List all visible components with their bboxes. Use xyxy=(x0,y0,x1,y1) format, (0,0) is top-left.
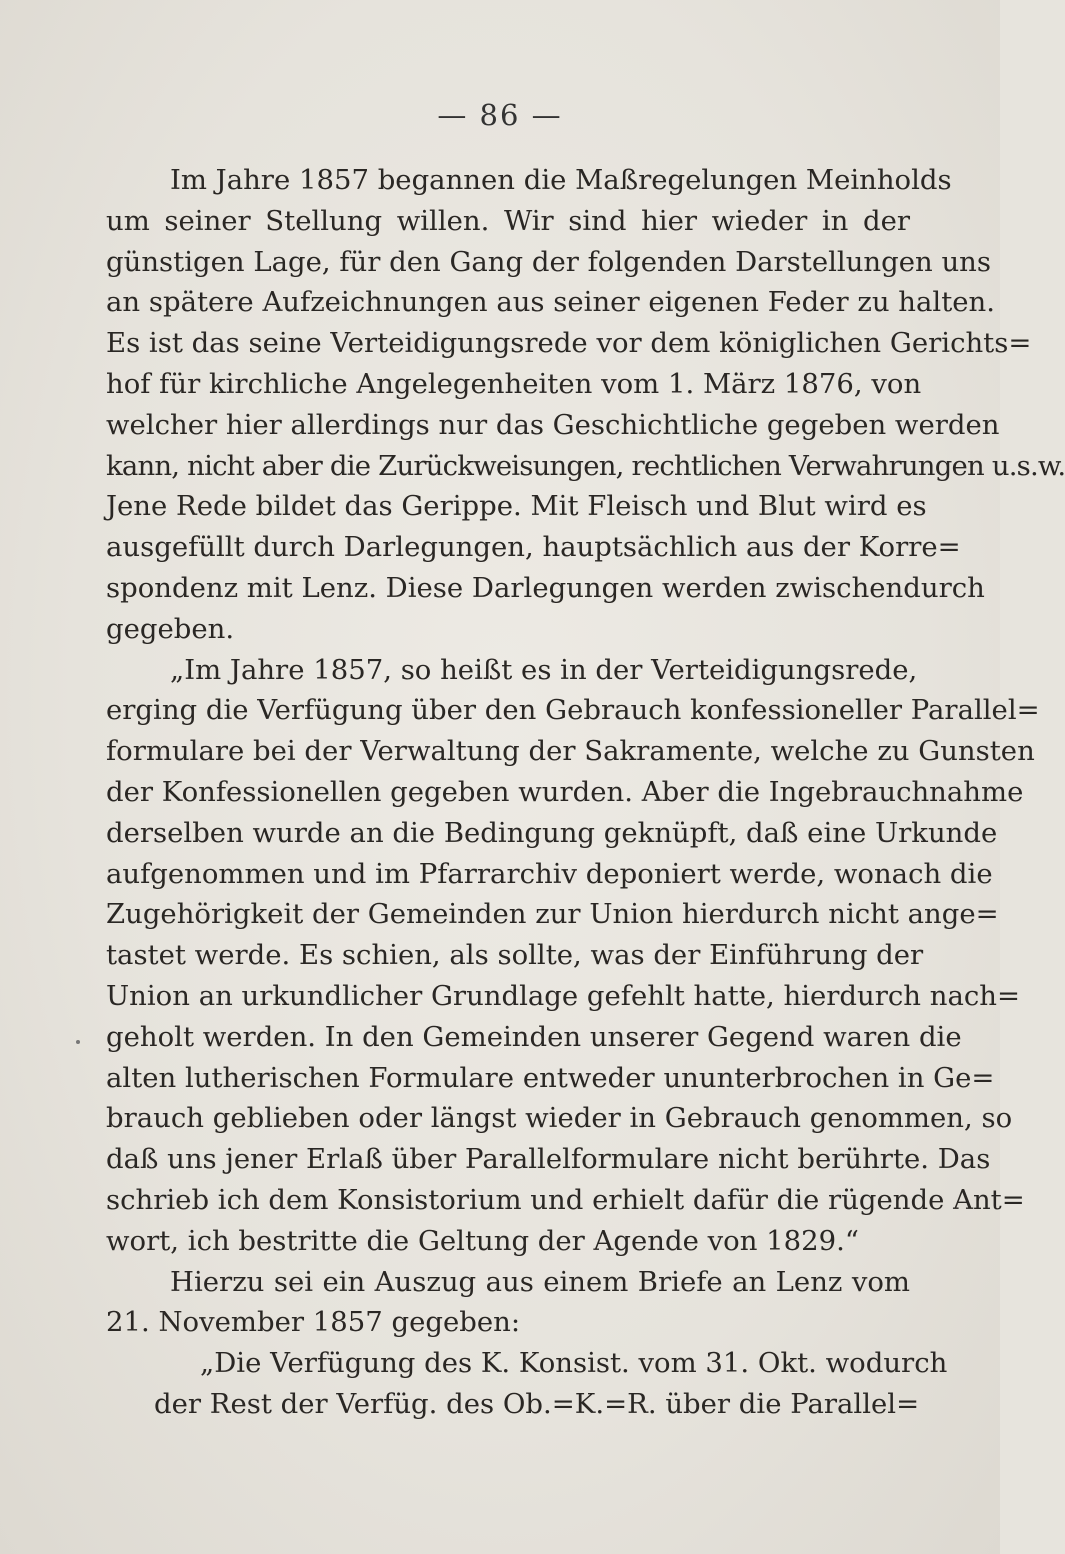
text-line: „Die Verfügung des K. Konsist. vom 31. Okt. wodurch xyxy=(200,1347,948,1380)
paragraph-letter-quote xyxy=(106,1343,948,1425)
text-line: um seiner Stellung willen. Wir sind hier wieder in der xyxy=(106,204,910,237)
text-line: Union an urkundlicher Grundlage gefehlt hatte, hierdurch nach= xyxy=(106,979,1020,1012)
text-line: geholt werden. In den Gemeinden unserer Gegend waren die xyxy=(106,1020,962,1053)
text-line: aufgenommen und im Pfarrarchiv deponiert werde, wonach die xyxy=(106,857,993,890)
paragraph xyxy=(106,160,1065,650)
text-line: gegeben. xyxy=(106,612,235,645)
paragraph xyxy=(106,1262,910,1344)
text-line: kann, nicht aber die Zurückweisungen, rechtlichen Verwahrungen u.s.w. xyxy=(106,449,1065,482)
paragraph-quote xyxy=(106,650,1040,1262)
body-text xyxy=(106,160,1065,1425)
text-line: ausgefüllt durch Darlegungen, hauptsächlich aus der Korre= xyxy=(106,531,961,564)
text-line: welcher hier allerdings nur das Geschichtliche gegeben werden xyxy=(106,408,1000,441)
text-line: hof für kirchliche Angelegenheiten vom 1. März 1876, von xyxy=(106,367,922,400)
text-line: Zugehörigkeit der Gemeinden zur Union hierdurch nicht ange= xyxy=(106,898,999,931)
text-line: spondenz mit Lenz. Diese Darlegungen werden zwischendurch xyxy=(106,571,985,604)
text-line: „Im Jahre 1857, so heißt es in der Verteidigungsrede, xyxy=(170,653,918,686)
text-line: Hierzu sei ein Auszug aus einem Briefe an Lenz vom xyxy=(170,1265,910,1298)
text-line: an spätere Aufzeichnungen aus seiner eigenen Feder zu halten. xyxy=(106,286,995,319)
text-line: 21. November 1857 gegeben: xyxy=(106,1306,521,1339)
text-line: alten lutherischen Formulare entweder ununterbrochen in Ge= xyxy=(106,1061,995,1094)
text-line: daß uns jener Erlaß über Parallelformulare nicht berührte. Das xyxy=(106,1143,991,1176)
text-line: formulare bei der Verwaltung der Sakramente, welche zu Gunsten xyxy=(106,735,1035,768)
text-line: Es ist das seine Verteidigungsrede vor dem königlichen Gerichts= xyxy=(106,327,1032,360)
margin-mark xyxy=(76,1040,80,1044)
text-line: derselben wurde an die Bedingung geknüpft, daß eine Urkunde xyxy=(106,816,998,849)
text-line: der Konfessionellen gegeben wurden. Aber die Ingebrauchnahme xyxy=(106,775,1024,808)
text-line: erging die Verfügung über den Gebrauch konfessioneller Parallel= xyxy=(106,694,1040,727)
text-line: Im Jahre 1857 begannen die Maßregelungen Meinholds xyxy=(170,164,952,196)
page-number: — 86 — xyxy=(437,98,563,132)
text-line: schrieb ich dem Konsistorium und erhielt dafür die rügende Ant= xyxy=(106,1183,1025,1216)
text-line: tastet werde. Es schien, als sollte, was der Einführung der xyxy=(106,939,924,972)
text-line: günstigen Lage, für den Gang der folgenden Darstellungen uns xyxy=(106,245,991,278)
text-line: brauch geblieben oder längst wieder in Gebrauch genommen, so xyxy=(106,1102,1013,1135)
text-line: wort, ich bestritte die Geltung der Agende von 1829.“ xyxy=(106,1224,859,1257)
text-line: der Rest der Verfüg. des Ob.=K.=R. über die Parallel= xyxy=(154,1387,920,1420)
text-line: Jene Rede bildet das Gerippe. Mit Fleisch und Blut wird es xyxy=(106,490,927,523)
